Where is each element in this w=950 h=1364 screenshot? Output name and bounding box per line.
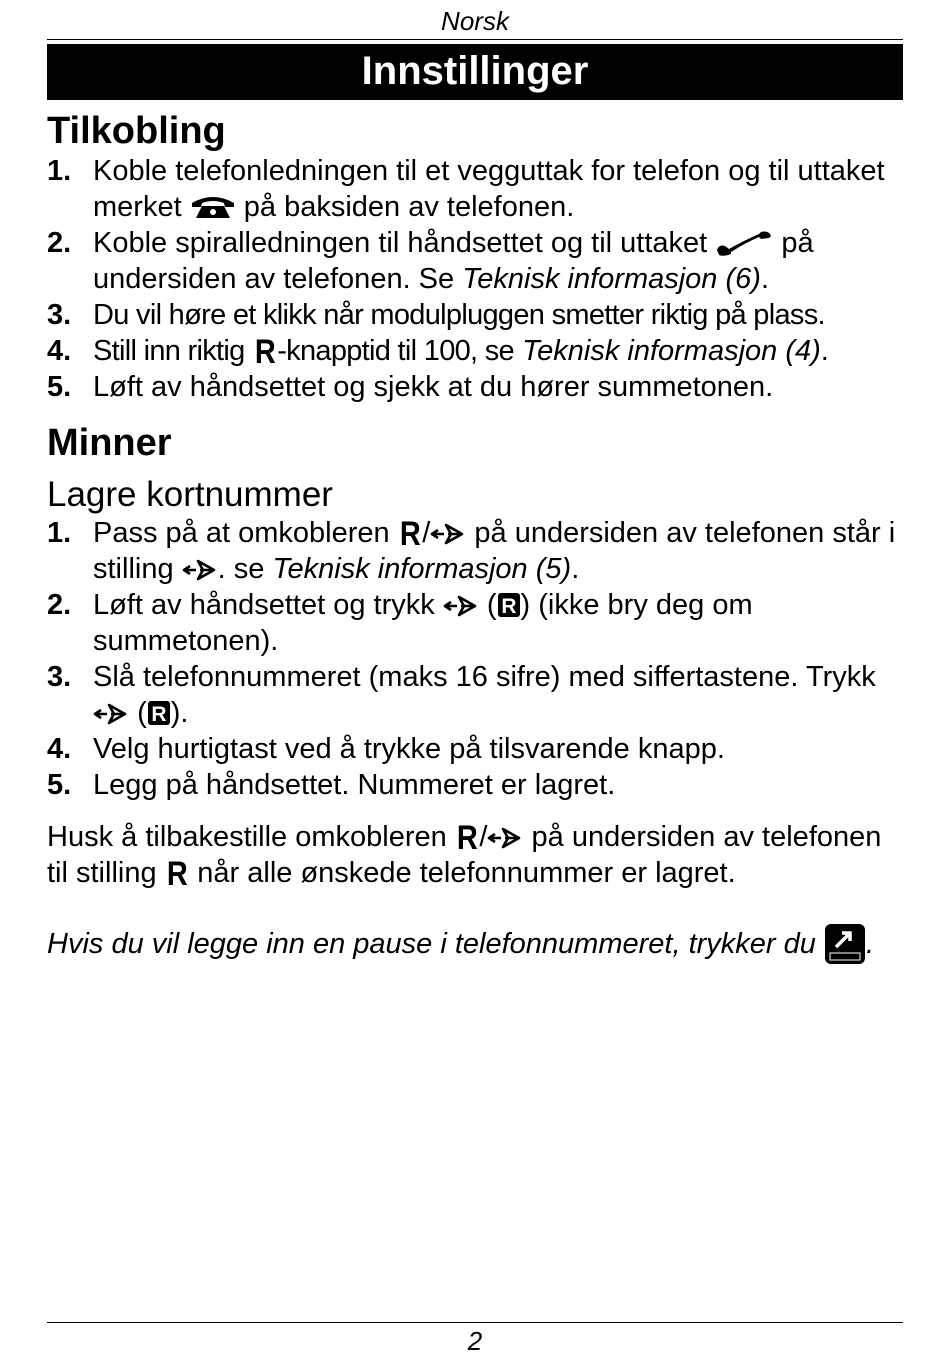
reference-link: Teknisk informasjon (6) <box>462 263 761 295</box>
step-number: 3. <box>47 299 72 331</box>
note-text: når alle ønskede telefonnummer er lagret. <box>197 857 736 889</box>
reference-link: Teknisk informasjon (5) <box>272 553 572 585</box>
list-item <box>47 767 907 803</box>
step-text: Koble telefonledningen til et vegguttak for telefon og til uttaket merket <box>93 155 885 223</box>
list-item <box>47 297 907 333</box>
store-arrow-icon <box>487 826 523 850</box>
r-key-symbol: R <box>456 819 478 857</box>
paren: ( <box>137 697 147 729</box>
reset-note <box>47 819 907 891</box>
pause-note <box>47 923 907 965</box>
note-text: . <box>865 928 875 960</box>
r-box-icon <box>497 592 521 618</box>
phone-jack-icon <box>190 194 236 220</box>
step-text: Koble spiralledningen til håndsettet og til uttaket <box>93 227 708 259</box>
footer-rule <box>47 1322 903 1323</box>
r-box-icon <box>147 700 171 726</box>
section-heading-tilkobling: Tilkobling <box>47 110 226 152</box>
list-item <box>47 225 907 297</box>
punctuation: . <box>820 335 829 367</box>
header-rule <box>47 39 903 40</box>
r-key-symbol: R <box>399 515 421 553</box>
step-text: Pass på at omkobleren <box>93 517 390 549</box>
handset-icon <box>715 230 773 256</box>
tilkobling-steps <box>47 153 907 405</box>
step-number: 4. <box>47 733 72 765</box>
step-number: 5. <box>47 371 72 403</box>
paren: ( <box>486 589 497 621</box>
reference-link: Teknisk informasjon (4) <box>522 335 821 367</box>
pause-key-icon <box>824 923 866 965</box>
step-number: 1. <box>47 155 72 187</box>
slash: / <box>422 517 431 549</box>
minner-steps <box>47 515 907 803</box>
step-text: ) (ikke bry deg om summetonen). <box>93 589 753 657</box>
store-arrow-icon <box>430 522 466 546</box>
step-number: 5. <box>47 769 72 801</box>
step-number: 4. <box>47 335 72 367</box>
step-text: Løft av håndsettet og sjekk at du hører summetonen. <box>93 371 774 403</box>
list-item <box>47 731 907 767</box>
step-number: 3. <box>47 661 72 693</box>
punctuation: . <box>760 263 769 295</box>
step-number: 2. <box>47 589 72 621</box>
svg-text:R: R <box>500 595 517 618</box>
r-key-symbol: R <box>254 333 276 371</box>
page-number: 2 <box>467 1326 483 1356</box>
svg-text:R: R <box>151 703 167 726</box>
section-heading-minner: Minner <box>47 422 172 464</box>
list-item <box>47 587 907 659</box>
step-number: 2. <box>47 227 72 259</box>
punctuation: . <box>571 553 580 585</box>
note-text: på undersiden av telefonen til stilling <box>47 821 882 889</box>
store-arrow-icon <box>443 594 479 618</box>
step-number: 1. <box>47 517 72 549</box>
step-text: på baksiden av telefonen. <box>243 191 575 223</box>
store-arrow-icon <box>93 702 129 726</box>
step-text: Still inn riktig <box>93 335 245 367</box>
step-text: ). <box>170 697 189 729</box>
step-text: Velg hurtigtast ved å trykke på tilsvarende knapp. <box>93 733 725 765</box>
step-text: på undersiden av telefonen står i stilling <box>93 517 896 585</box>
note-text: Hvis du vil legge inn en pause i telefonnummeret, trykker du <box>47 928 816 960</box>
list-item <box>47 515 907 587</box>
subsection-heading: Lagre kortnummer <box>47 475 333 514</box>
step-text: Legg på håndsettet. Nummeret er lagret. <box>93 769 616 801</box>
step-text: -knapptid til 100, se <box>277 335 514 367</box>
language-label: Norsk <box>441 6 509 36</box>
step-text: på undersiden av telefonen. Se <box>93 227 814 295</box>
list-item <box>47 333 907 369</box>
step-text: Du vil høre et klikk når modulpluggen smetter riktig på plass. <box>93 299 825 331</box>
page-title: Innstillinger <box>47 44 903 100</box>
list-item <box>47 369 907 405</box>
r-key-symbol: R <box>166 855 188 893</box>
note-text: Husk å tilbakestille omkobleren <box>47 821 447 853</box>
list-item <box>47 659 907 731</box>
step-text: Slå telefonnummeret (maks 16 sifre) med siffertastene. Trykk <box>93 661 876 693</box>
list-item <box>47 153 907 225</box>
step-text: . se <box>217 553 265 585</box>
slash: / <box>479 821 488 853</box>
step-text: Løft av håndsettet og trykk <box>93 589 435 621</box>
store-arrow-icon <box>182 558 218 582</box>
